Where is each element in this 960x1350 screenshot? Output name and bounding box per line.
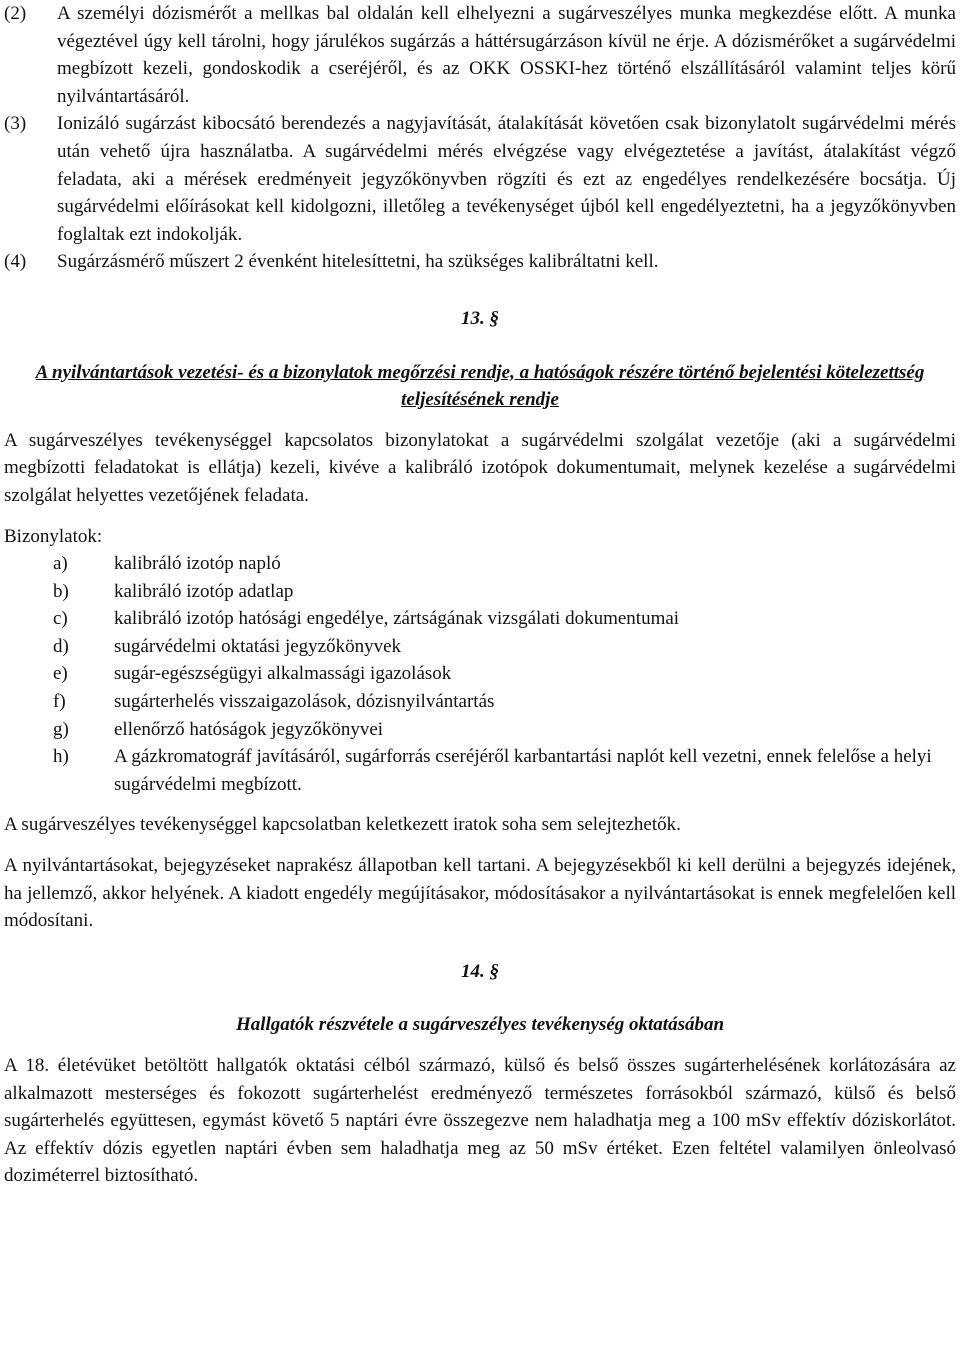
paragraph-number: (4) — [4, 251, 27, 273]
list-text: sugárterhelés visszaigazolások, dózisnyilvántartás — [114, 691, 495, 713]
list-label: b) — [53, 580, 69, 602]
list-item — [4, 578, 956, 606]
list-label: e) — [53, 663, 68, 685]
list-text: kalibráló izotóp adatlap — [114, 580, 294, 602]
section-14-title: Hallgatók részvétele a sugárveszélyes tevékenység oktatásában — [235, 1014, 725, 1036]
section-13-paragraph-retention: A sugárveszélyes tevékenységgel kapcsolatban keletkezett iratok soha sem selejtezhetők. — [4, 814, 681, 836]
numbered-paragraph-3 — [4, 110, 956, 248]
section-13-number: 13. § — [461, 307, 499, 329]
list-text: kalibráló izotóp hatósági engedélye, zártságának vizsgálati dokumentumai — [114, 608, 680, 630]
numbered-paragraph-2 — [4, 0, 956, 110]
list-text: kalibráló izotóp napló — [114, 553, 281, 575]
list-heading: Bizonylatok: — [4, 525, 103, 547]
paragraph-text: Sugárzásmérő műszert 2 évenként hitelesíttetni, ha szükséges kalibráltatni kell. — [57, 251, 659, 273]
list-label: g) — [53, 718, 69, 740]
list-label: d) — [53, 635, 69, 657]
section-13-title: A nyilvántartások vezetési- és a bizonylatok megőrzési rendje, a hatóságok részére történő bejelentési kötelezettség teljesítésének rendje — [35, 361, 925, 411]
list-item — [4, 688, 956, 716]
list-item — [4, 716, 956, 744]
list-text: sugárvédelmi oktatási jegyzőkönyvek — [114, 635, 402, 657]
list-text: ellenőrző hatóságok jegyzőkönyvei — [114, 718, 384, 740]
list-item — [4, 660, 956, 688]
numbered-paragraph-4 — [4, 248, 956, 276]
list-text: sugár-egészségügyi alkalmassági igazolások — [114, 663, 452, 685]
list-item — [4, 550, 956, 578]
list-item — [4, 743, 956, 798]
list-item — [4, 633, 956, 661]
paragraph-text: A személyi dózismérőt a mellkas bal oldalán kell elhelyezni a sugárveszélyes munka megkezdése előtt. A munka végeztével úgy kell tárolni, hogy járulékos sugárzás a háttérsugárzáson kívül ne érje. A dózismérőket a sugárvédelmi megbízott kezeli, gondoskodik a cseréjéről, és az OKK OSSKI-hez történő elszállításáról valamint teljes körű nyilvántartásáról. — [57, 3, 956, 107]
list-item — [4, 605, 956, 633]
section-14-paragraph: A 18. életévüket betöltött hallgatók oktatási célból származó, külső és belső összes sugárterhelésének korlátozására az alkalmazott mesterséges és fokozott sugárterhelést eredményező természetes forrásokból származó, külső és belső sugárterhelés együttesen, egymást követő 5 naptári évre összegezve nem haladhatja meg a 100 mSv effektív dóziskorlátot. Az effektív dózis egyetlen naptári évben sem haladhatja meg az 50 mSv értéket. Ezen feltétel valamilyen önleolvasó doziméterrel biztosítható. — [4, 1055, 956, 1187]
paragraph-text: Ionizáló sugárzást kibocsátó berendezés a nagyjavítását, átalakítását követően csak bizonylatolt sugárvédelmi mérés után vehető újra használatba. A sugárvédelmi mérés elvégzése vagy elvégeztetése a javítást, átalakítást végző feladata, aki a mérések eredményeit jegyzőkönyvben rögzíti és ezt az engedélyes rendelkezésére bocsátja. Új sugárvédelmi előírásokat kell kidolgozni, illetőleg a tevékenységet újból kell engedélyeztetni, ha a jegyzőkönyvben foglaltak ezt indokolják. — [57, 113, 956, 245]
paragraph-number: (3) — [4, 113, 27, 135]
list-label: f) — [53, 691, 66, 713]
section-13-intro: A sugárveszélyes tevékenységgel kapcsolatos bizonylatokat a sugárvédelmi szolgálat vezetője (aki a sugárvédelmi megbízotti feladatokat is ellátja) kezeli, kivéve a kalibráló izotópok dokumentumait, melynek kezelése a sugárvédelmi szolgálat helyettes vezetőjének feladata. — [4, 429, 956, 506]
list-label: c) — [53, 608, 68, 630]
section-14-number: 14. § — [461, 960, 499, 982]
section-13-paragraph-records: A nyilvántartásokat, bejegyzéseket naprakész állapotban kell tartani. A bejegyzésekből ki kell derülni a bejegyzés idejének, ha jellemző, akkor helyének. A kiadott engedély megújításakor, módosításakor a nyilvántartásokat is ennek megfelelően kell módosítani. — [4, 855, 956, 932]
paragraph-number: (2) — [4, 3, 27, 24]
list-label: h) — [53, 746, 69, 768]
list-label: a) — [53, 553, 68, 575]
list-text: A gázkromatográf javításáról, sugárforrás cseréjéről karbantartási naplót kell vezetni, ennek felelőse a helyi sugárvédelmi megbízott. — [114, 746, 932, 795]
document-list — [4, 550, 956, 798]
